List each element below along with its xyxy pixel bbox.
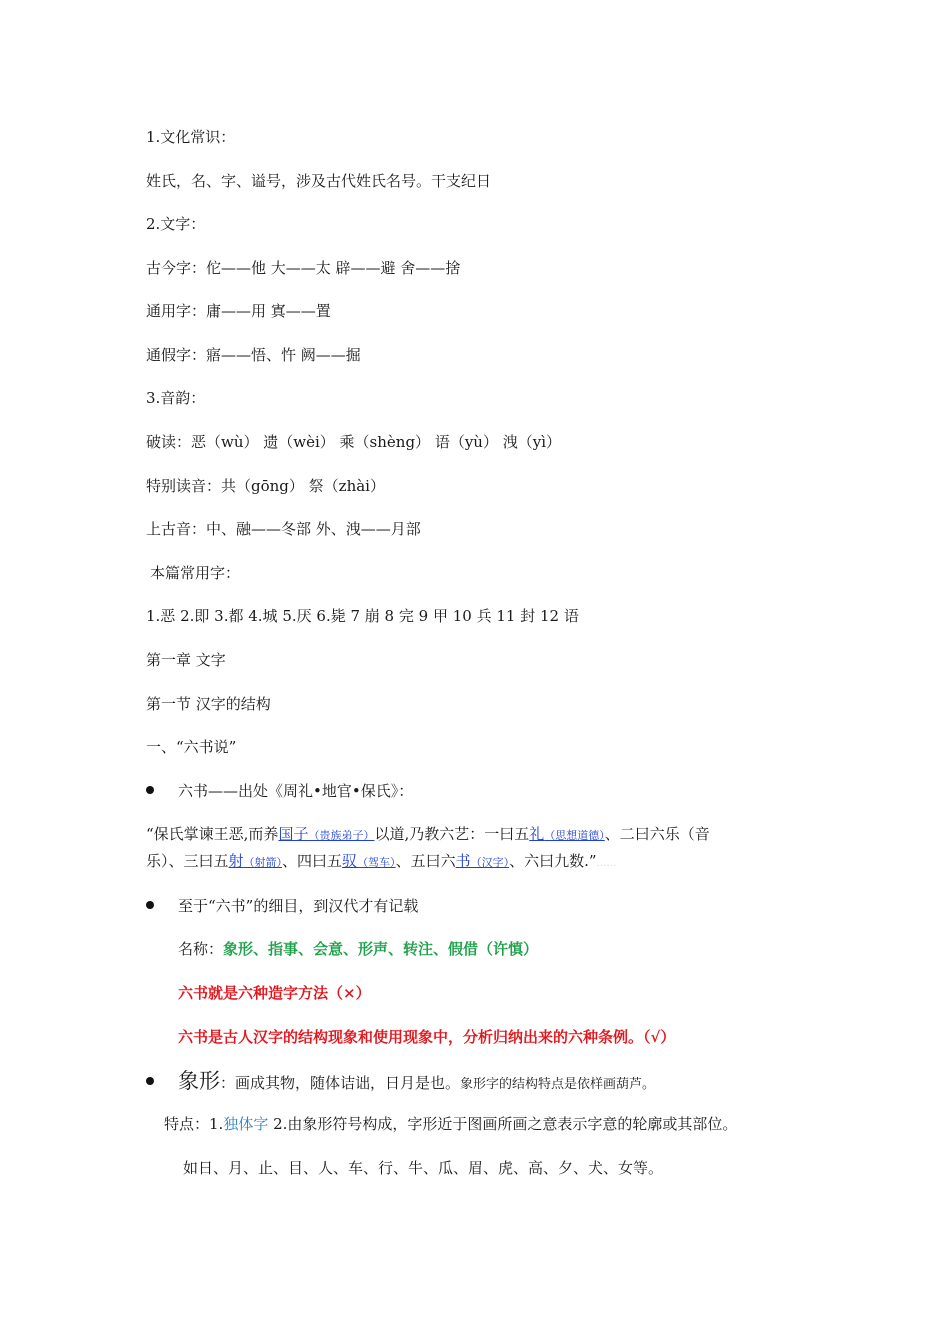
single-char-term: 独体字 (223, 1115, 269, 1133)
term-link[interactable] (529, 825, 605, 843)
pictograph-examples: 如日、月、止、目、人、车、行、牛、瓜、眉、虎、高、夕、犬、女等。 (183, 1159, 664, 1177)
features-text: 2.由象形符号构成，字形近于图画所画之意表示字意的轮廓或其部位。 (268, 1115, 738, 1133)
quote-text: 、四曰五 (282, 852, 343, 870)
common-chars-heading: 本篇常用字： (150, 564, 241, 582)
quote-text: “保氏掌谏王恶,而养 (146, 825, 279, 843)
pictograph-note: 象形字的结构特点是依样画葫芦。 (460, 1077, 656, 1092)
right-statement: 六书是古人汉字的结构现象和使用现象中，分析归纳出来的六种条例。（√） (178, 1028, 676, 1046)
chapter-title: 第一章 文字 (146, 651, 226, 669)
bullet-dot (146, 901, 154, 909)
term-text: 国子 (278, 825, 309, 843)
special-readings: 特别读音：共（gōng） 祭（zhài） (146, 477, 385, 495)
pictograph-def: ：画成其物，随体诘诎，日月是也。 (220, 1074, 461, 1092)
culture-content: 姓氏，名、字、谥号，涉及古代姓氏名号。干支纪日 (146, 172, 492, 190)
subsection-title: 一、“六书说” (146, 738, 237, 756)
bullet-dot (146, 786, 154, 794)
term-gloss: （射箭） (243, 856, 283, 869)
pictograph-definition (178, 1068, 655, 1098)
interchangeable-chars: 通用字：庸——用 寘——置 (146, 302, 331, 320)
quote-line-2 (146, 851, 617, 874)
heading-culture: 1.文化常识： (146, 128, 236, 146)
common-chars-list: 1.恶 2.即 3.都 4.城 5.厌 6.毙 7 崩 8 完 9 甲 10 兵 11 封 12 语 (146, 607, 579, 625)
six-scripts-names (178, 939, 538, 959)
han-records: 至于“六书”的细目，到汉代才有记载 (178, 897, 419, 915)
term-link[interactable] (342, 852, 396, 870)
term-gloss: （驾车） (357, 856, 396, 869)
term-link[interactable] (456, 852, 510, 870)
term-text: 射 (228, 852, 244, 870)
quote-text: 乐）、三曰五 (146, 852, 229, 870)
quote-text: 、二曰六乐（音 (604, 825, 710, 843)
names-label: 名称： (178, 940, 224, 958)
term-gloss: （思想道德） (544, 829, 605, 842)
features-label: 特点：1. (164, 1115, 224, 1133)
pictograph-title: 象形 (178, 1069, 220, 1093)
term-text: 驭 (342, 852, 358, 870)
term-link[interactable] (229, 852, 283, 870)
ancient-modern-chars: 古今字：佗——他 大——太 辟——避 舍——捨 (146, 259, 461, 277)
quote-text: 、五曰六 (395, 852, 456, 870)
quote-tail: …… (596, 858, 617, 869)
bullet-dot (146, 1077, 154, 1085)
heading-phonology: 3.音韵： (146, 389, 206, 407)
reading-variants: 破读：恶（wù） 遗（wèi） 乘（shèng） 语（yù） 洩（yì） (146, 433, 561, 451)
term-gloss: （汉字） (470, 856, 510, 869)
term-text: 书 (455, 852, 471, 870)
section-title: 第一节 汉字的结构 (146, 695, 271, 713)
quote-text: 以道,乃教六艺：一曰五 (374, 825, 530, 843)
term-gloss: （贵族弟子） (308, 829, 375, 842)
pictograph-features (164, 1114, 737, 1134)
loan-chars: 通假字：寤——悟、忤 阙——掘 (146, 346, 361, 364)
term-link[interactable] (278, 825, 374, 843)
term-text: 礼 (529, 825, 545, 843)
quote-line-1 (146, 824, 710, 846)
six-scripts-source: 六书——出处《周礼•地官•保氏》： (178, 782, 414, 800)
heading-characters: 2.文字： (146, 215, 206, 233)
quote-text: 、六曰九数.” (509, 852, 597, 870)
archaic-sounds: 上古音：中、融——冬部 外、洩——月部 (146, 520, 421, 538)
names-list: 象形、指事、会意、形声、转注、假借（许慎） (223, 940, 539, 958)
wrong-statement: 六书就是六种造字方法（×） (178, 984, 371, 1002)
